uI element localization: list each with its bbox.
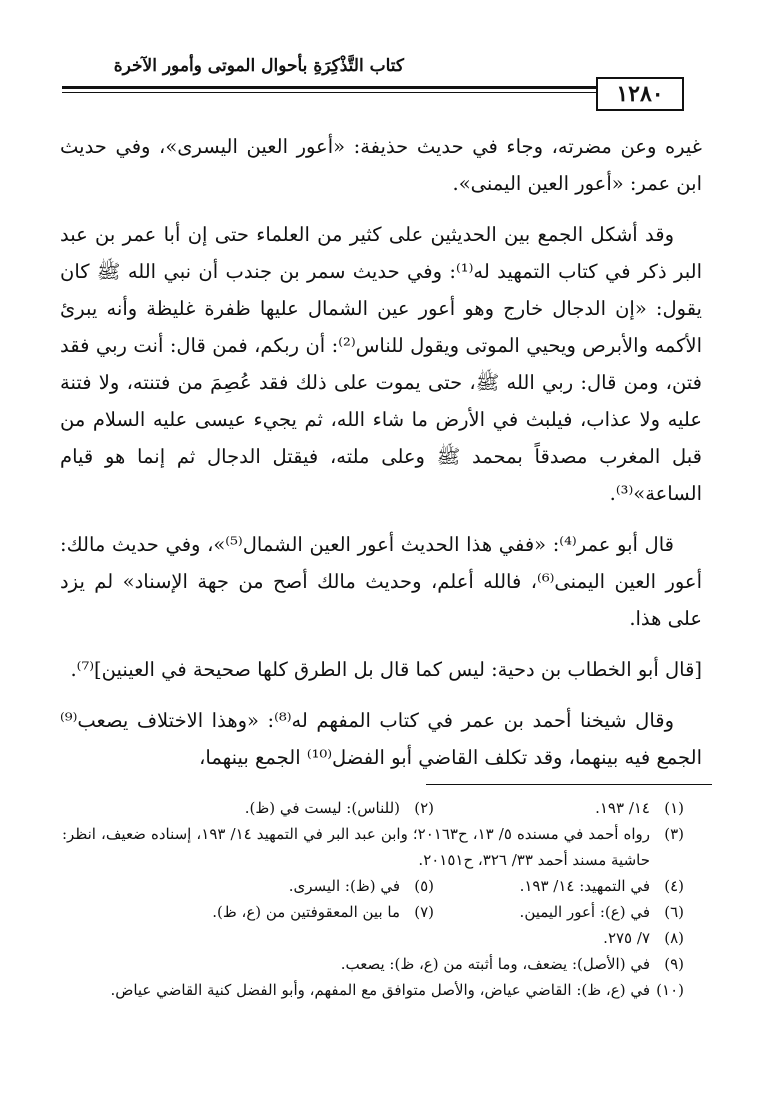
footnote-row <box>62 977 684 1003</box>
footnote-separator <box>426 784 712 785</box>
footnote-7 <box>212 899 434 925</box>
footnote-row <box>62 873 684 899</box>
footnote-10 <box>110 977 684 1003</box>
footnote-9 <box>341 951 684 977</box>
footnote-text: ١٤/ ١٩٣. <box>595 799 650 817</box>
footnote-text: في التمهيد: ١٤/ ١٩٣. <box>519 877 650 895</box>
footnote-number: (٤) <box>664 877 684 895</box>
header-rule-thin <box>62 92 678 93</box>
footnote-row <box>62 925 684 951</box>
footnote-row <box>62 821 684 873</box>
footnote-8 <box>603 925 684 951</box>
paragraph-5: وقال شيخنا أحمد بن عمر في كتاب المفهم له⁽⁸⁾: «وهذا الاختلاف يصعب⁽⁹⁾ الجمع فيه بينهما، وقد تكلف القاضي أبو الفضل⁽¹⁰⁾ الجمع بينهما، <box>60 709 702 769</box>
footnote-text: في (ظ): اليسرى. <box>288 877 400 895</box>
footnote-text: في (ع، ظ): القاضي عياض، والأصل متوافق مع المفهم، وأبو الفضل كنية القاضي عياض. <box>110 981 650 999</box>
footnote-number: (١) <box>664 799 684 817</box>
footnote-number: (٧) <box>414 903 434 921</box>
footnote-number: (٩) <box>664 955 684 973</box>
paragraph-4: [قال أبو الخطاب بن دحية: ليس كما قال بل الطرق كلها صحيحة في العينين]⁽⁷⁾. <box>70 658 702 681</box>
page-number: ١٢٨٠ <box>596 77 684 111</box>
footnote-text: رواه أحمد في مسنده ٥/ ١٣، ح٢٠١٦٣؛ وابن عبد البر في التمهيد ١٤/ ١٩٣، إسناده ضعيف، انظر: حاشية مسند أحمد ٣٣/ ٣٢٦، ح٢٠١٥١. <box>62 825 650 869</box>
footnote-5 <box>289 873 434 899</box>
paragraph-1: غيره وعن مضرته، وجاء في حديث حذيفة: «أعور العين اليسرى»، وفي حديث ابن عمر: «أعور العين اليمنى». <box>60 135 702 195</box>
footnote-number: (٢) <box>414 799 434 817</box>
paragraph-3: قال أبو عمر⁽⁴⁾: «ففي هذا الحديث أعور العين الشمال⁽⁵⁾»، وفي حديث مالك: أعور العين اليمنى⁽⁶⁾، فالله أعلم، وحديث مالك أصح من جهة الإسناد» لم يزد على هذا. <box>60 533 702 630</box>
footnotes <box>62 795 684 1003</box>
footnote-1 <box>434 795 684 821</box>
main-text <box>60 128 702 790</box>
footnote-row <box>62 795 684 821</box>
footnote-number: (٥) <box>414 877 434 895</box>
footnote-row <box>62 951 684 977</box>
running-header-title: كتاب التَّذْكِرَةِ بأحوال الموتى وأمور الآخرة <box>113 56 404 76</box>
footnote-6 <box>434 899 684 925</box>
footnote-number: (٦) <box>664 903 684 921</box>
footnote-3 <box>62 821 684 873</box>
paragraph-2: وقد أشكل الجمع بين الحديثين على كثير من العلماء حتى إن أبا عمر بن عبد البر ذكر في كتاب التمهيد له⁽¹⁾: وفي حديث سمر بن جندب أن نبي الله ﷺ كان يقول: «إن الدجال خارج وهو أعور عين الشمال عليها ظفرة غليظة وأنه يبرئ الأكمه والأبرص ويحيي الموتى ويقول للناس⁽²⁾: أن ربكم، فمن قال: أنت ربي فقد فتن، ومن قال: ربي الله ﷺ، حتى يموت على ذلك فقد عُصِمَ من فتنته، ولا فتنة عليه ولا عذاب، فيلبث في الأرض ما شاء الله، ثم يجيء عيسى عليه السلام من قبل المغرب مصدقاً بمحمد ﷺ وعلى ملته، فيقتل الدجال ثم إنما هو قيام الساعة»⁽³⁾. <box>60 223 703 505</box>
footnote-number: (١٠) <box>656 981 684 999</box>
footnote-text: في (الأصل): يضعف، وما أثبته من (ع، ظ): يصعب. <box>340 955 650 973</box>
header-rule <box>62 86 678 89</box>
footnote-2 <box>245 795 434 821</box>
footnote-number: (٣) <box>664 825 684 843</box>
footnote-text: ما بين المعقوفتين من (ع، ظ). <box>212 903 400 921</box>
footnote-number: (٨) <box>664 929 684 947</box>
footnote-row <box>62 899 684 925</box>
footnote-text: (للناس): ليست في (ظ). <box>244 799 400 817</box>
footnote-text: في (ع): أعور اليمين. <box>519 903 650 921</box>
footnote-4 <box>434 873 684 899</box>
footnote-text: ٧/ ٢٧٥. <box>603 929 650 947</box>
